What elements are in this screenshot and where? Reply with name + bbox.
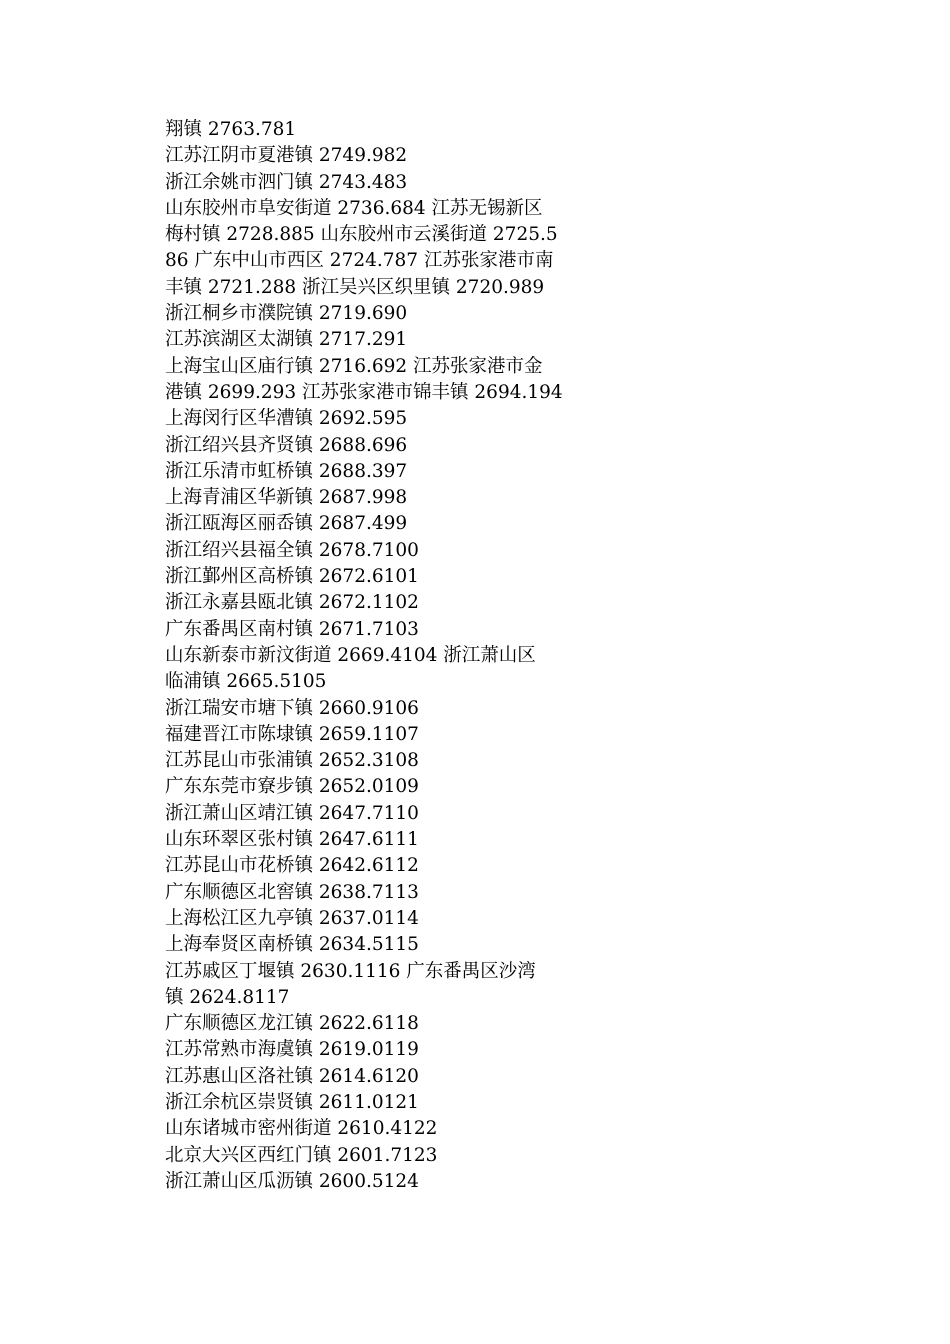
text-line-18: 浙江鄞州区高桥镇 2672.6101 — [165, 566, 419, 588]
text-line-25: 江苏昆山市张浦镇 2652.3108 — [165, 750, 419, 772]
text-line-40: 北京大兴区西红门镇 2601.7123 — [165, 1144, 438, 1166]
text-line-21: 山东新泰市新汶街道 2669.4104 浙江萧山区 — [165, 644, 536, 666]
text-line-16: 浙江瓯海区丽岙镇 2687.499 — [165, 513, 408, 535]
text-line-3: 浙江余姚市泗门镇 2743.483 — [165, 171, 408, 193]
text-line-7: 丰镇 2721.288 浙江吴兴区织里镇 2720.989 — [165, 276, 545, 298]
document-page — [165, 117, 575, 1195]
text-line-4: 山东胶州市阜安街道 2736.684 江苏无锡新区 — [165, 197, 543, 219]
text-line-14: 浙江乐清市虹桥镇 2688.397 — [165, 460, 408, 482]
text-line-15: 上海青浦区华新镇 2687.998 — [165, 487, 408, 509]
text-line-10: 上海宝山区庙行镇 2716.692 江苏张家港市金 — [165, 355, 543, 377]
text-line-22: 临浦镇 2665.5105 — [165, 671, 327, 693]
text-line-37: 江苏惠山区洛社镇 2614.6120 — [165, 1065, 419, 1087]
text-line-20: 广东番禺区南村镇 2671.7103 — [165, 618, 419, 640]
text-line-28: 山东环翠区张村镇 2647.6111 — [165, 829, 419, 851]
text-line-6: 86 广东中山市西区 2724.787 江苏张家港市南 — [165, 250, 554, 272]
text-line-35: 广东顺德区龙江镇 2622.6118 — [165, 1013, 419, 1035]
text-line-1: 翔镇 2763.781 — [165, 119, 297, 140]
text-line-39: 山东诸城市密州街道 2610.4122 — [165, 1118, 438, 1140]
text-line-2: 江苏江阴市夏港镇 2749.982 — [165, 145, 408, 167]
text-line-11: 港镇 2699.293 江苏张家港市锦丰镇 2694.194 — [165, 381, 563, 403]
text-line-34: 镇 2624.8117 — [165, 986, 290, 1008]
text-line-26: 广东东莞市寮步镇 2652.0109 — [165, 776, 419, 798]
text-line-13: 浙江绍兴县齐贤镇 2688.696 — [165, 434, 408, 456]
text-line-30: 广东顺德区北窖镇 2638.7113 — [165, 881, 419, 903]
text-line-5: 梅村镇 2728.885 山东胶州市云溪街道 2725.5 — [165, 224, 558, 246]
text-line-19: 浙江永嘉县瓯北镇 2672.1102 — [165, 592, 419, 614]
text-line-23: 浙江瑞安市塘下镇 2660.9106 — [165, 697, 419, 719]
text-line-27: 浙江萧山区靖江镇 2647.7110 — [165, 802, 419, 824]
text-line-33: 江苏戚区丁堰镇 2630.1116 广东番禺区沙湾 — [165, 960, 536, 982]
text-line-9: 江苏滨湖区太湖镇 2717.291 — [165, 329, 408, 351]
text-line-24: 福建晋江市陈埭镇 2659.1107 — [165, 723, 419, 745]
text-line-8: 浙江桐乡市濮院镇 2719.690 — [165, 303, 408, 325]
text-line-38: 浙江余杭区崇贤镇 2611.0121 — [165, 1091, 419, 1113]
text-line-36: 江苏常熟市海虞镇 2619.0119 — [165, 1039, 419, 1061]
text-line-31: 上海松江区九亭镇 2637.0114 — [165, 907, 419, 929]
text-line-12: 上海闵行区华漕镇 2692.595 — [165, 408, 408, 430]
text-line-32: 上海奉贤区南桥镇 2634.5115 — [165, 934, 419, 956]
text-line-17: 浙江绍兴县福全镇 2678.7100 — [165, 539, 419, 561]
text-line-29: 江苏昆山市花桥镇 2642.6112 — [165, 855, 419, 877]
text-line-41: 浙江萧山区瓜沥镇 2600.5124 — [165, 1170, 419, 1192]
